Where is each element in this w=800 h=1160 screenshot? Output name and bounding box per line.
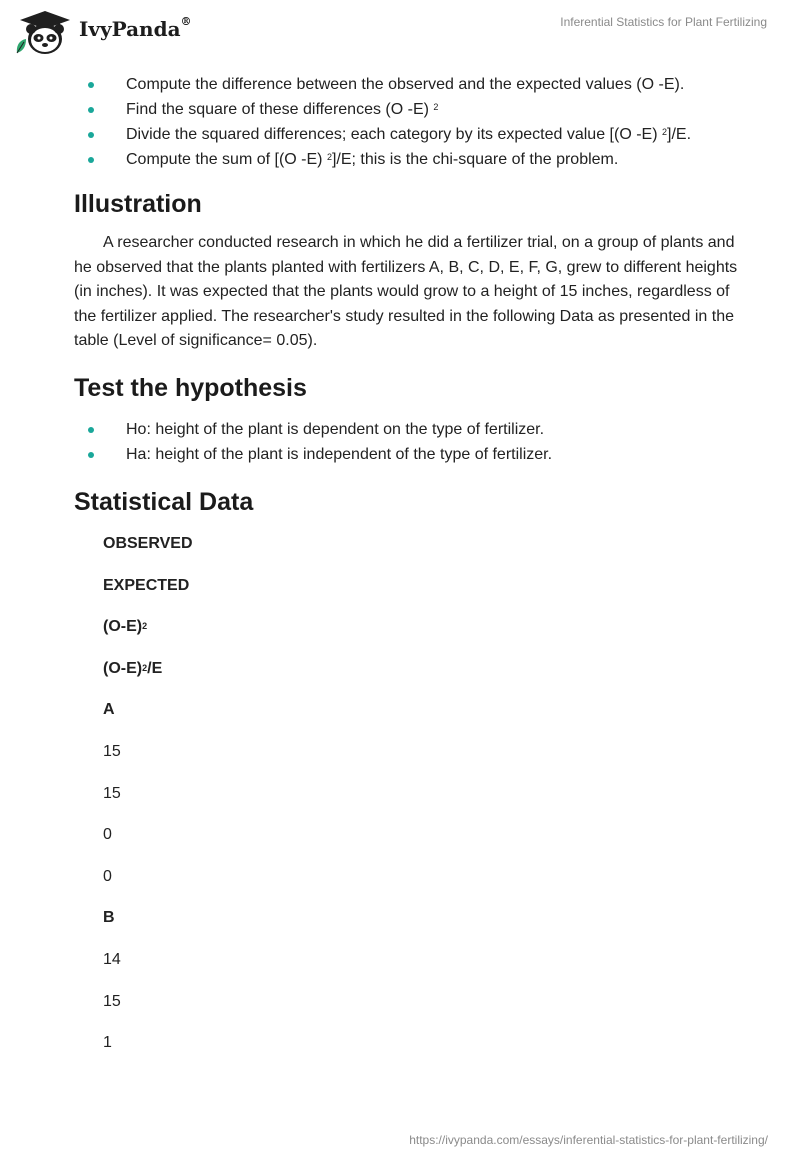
column-header-expected: EXPECTED <box>103 576 190 594</box>
panda-logo-icon[interactable] <box>14 9 76 57</box>
bullet-icon <box>88 107 94 113</box>
document-title: Inferential Statistics for Plant Fertilizing <box>560 15 767 29</box>
column-header-chi-component: $(O-E)^2/E$ <box>103 659 163 677</box>
source-url-link[interactable]: https://ivypanda.com/essays/inferential-statistics-for-plant-fertilizing/ <box>409 1133 768 1147</box>
hypothesis-list <box>74 417 754 467</box>
list-item: Compute the difference between the observed and the expected values (O -E). <box>74 72 754 97</box>
table-cell: 0 <box>103 867 112 885</box>
chi-square-steps-list <box>74 72 754 172</box>
illustration-paragraph: A researcher conducted research in which he did a fertilizer trial, on a group of plants and he observed that the plants planted with fertilizers A, B, C, D, E, F, G, grew to different heights (in inches). It was expected that the plants would grow to a height of 15 inches, regardless of the fertilizer applied. The researcher's study resulted in the following Data as presented in the table (Level of significance= 0.05). <box>74 234 738 350</box>
table-cell: 1 <box>103 1034 112 1052</box>
page-header <box>0 0 800 62</box>
table-cell: 15 <box>103 784 121 802</box>
bullet-icon <box>88 157 94 163</box>
illustration-heading: Illustration <box>74 190 202 218</box>
statistical-data-heading: Statistical Data <box>74 487 254 516</box>
hypothesis-heading: Test the hypothesis <box>74 373 307 402</box>
statistical-data-table <box>103 534 754 1075</box>
article-content <box>74 72 754 1075</box>
column-header-squared-difference: $(O-E)^2$ <box>103 618 148 636</box>
list-item: Ha: height of the plant is independent of the type of fertilizer. <box>74 442 754 467</box>
list-item: Find the square of these differences (O -E) $^2$ <box>74 97 754 122</box>
bullet-icon <box>88 132 94 138</box>
table-cell: 15 <box>103 992 121 1010</box>
bullet-icon <box>88 427 94 433</box>
brand-name[interactable]: IvyPanda® <box>79 15 192 41</box>
table-cell: 14 <box>103 950 121 968</box>
table-cell: 15 <box>103 742 121 760</box>
list-item: Divide the squared differences; each category by its expected value [(O -E) $^2$]/E. <box>74 122 754 147</box>
bullet-icon <box>88 82 94 88</box>
list-item: Compute the sum of [(O -E) $^2$]/E; this is the chi-square of the problem. <box>74 147 754 172</box>
row-label-a: A <box>103 701 115 719</box>
column-header-observed: OBSERVED <box>103 534 193 552</box>
row-label-b: B <box>103 909 115 927</box>
list-item: Ho: height of the plant is dependent on the type of fertilizer. <box>74 417 754 442</box>
bullet-icon <box>88 452 94 458</box>
table-cell: 0 <box>103 826 112 844</box>
